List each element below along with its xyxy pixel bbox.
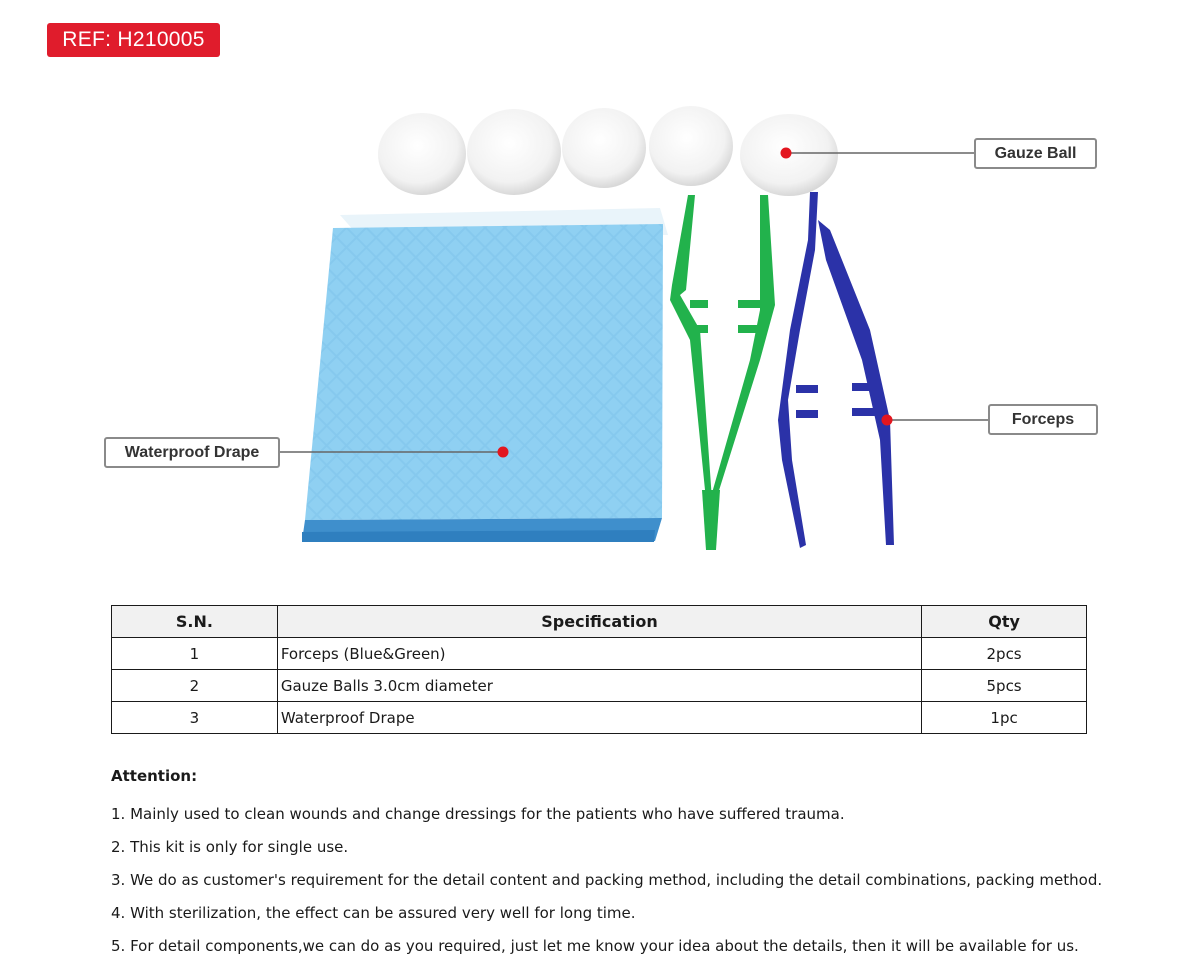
- cell-spec: Forceps (Blue&Green): [277, 638, 921, 670]
- list-item: 1. Mainly used to clean wounds and change dressings for the patients who have suffered trauma.: [111, 805, 845, 823]
- cell-sn: 1: [112, 638, 278, 670]
- callout-forceps: Forceps: [988, 404, 1098, 435]
- waterproof-drape: [302, 208, 668, 542]
- header-sn: S.N.: [112, 606, 278, 638]
- table-row: [112, 702, 1087, 734]
- callout-gauze-ball: Gauze Ball: [974, 138, 1097, 169]
- cell-qty: 5pcs: [922, 670, 1087, 702]
- list-item: 5. For detail components,we can do as you required, just let me know your idea about the details, then it will be available for us.: [111, 937, 1079, 955]
- cell-spec: Waterproof Drape: [277, 702, 921, 734]
- header-specification: Specification: [277, 606, 921, 638]
- forceps-marker: [882, 415, 893, 426]
- ref-badge: REF: H210005: [47, 23, 220, 57]
- cell-spec: Gauze Balls 3.0cm diameter: [277, 670, 921, 702]
- cell-qty: 1pc: [922, 702, 1087, 734]
- list-item: 3. We do as customer's requirement for the detail content and packing method, including the detail combinations, packing method.: [111, 871, 1103, 889]
- forceps-green: [670, 195, 775, 550]
- callout-waterproof-drape: Waterproof Drape: [104, 437, 280, 468]
- drape-marker: [498, 447, 509, 458]
- gauze-ball-marker: [781, 148, 792, 159]
- attention-title: Attention:: [111, 767, 198, 785]
- cell-sn: 3: [112, 702, 278, 734]
- header-qty: Qty: [922, 606, 1087, 638]
- forceps-blue: [778, 192, 894, 548]
- gauze-balls: [378, 106, 838, 196]
- cell-sn: 2: [112, 670, 278, 702]
- table-row: [112, 670, 1087, 702]
- attention-list: [111, 803, 1102, 968]
- list-item: 2. This kit is only for single use.: [111, 838, 349, 856]
- cell-qty: 2pcs: [922, 638, 1087, 670]
- list-item: 4. With sterilization, the effect can be assured very well for long time.: [111, 904, 636, 922]
- specification-table: [111, 605, 1087, 734]
- table-row: [112, 638, 1087, 670]
- table-header-row: [112, 606, 1087, 638]
